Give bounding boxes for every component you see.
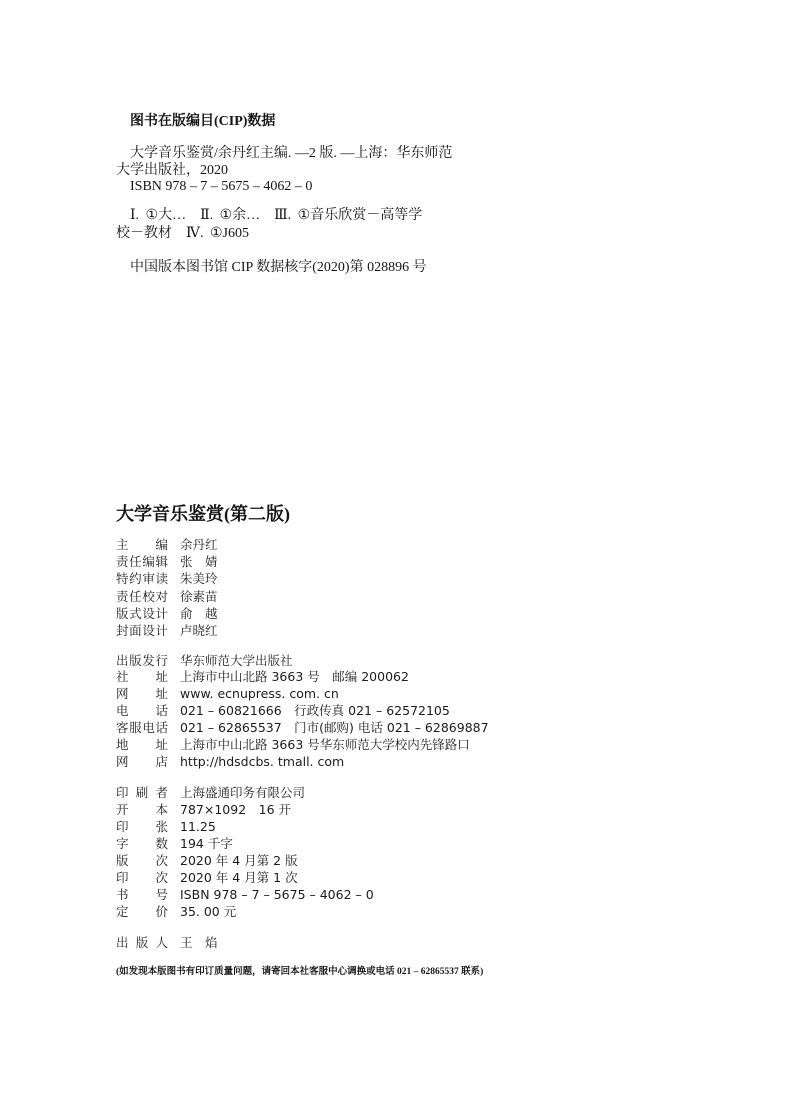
printing-row <box>116 784 374 801</box>
cip-entry-line: 大学出版社，2020 <box>116 162 228 178</box>
row-label: 版 次 <box>116 852 168 868</box>
row-label: 印 次 <box>116 869 168 885</box>
printing-block <box>116 784 374 920</box>
row-value: 余丹红 <box>180 537 218 552</box>
cip-isbn: ISBN 978 – 7 – 5675 – 4062 – 0 <box>130 179 313 194</box>
row-value: 上海市中山北路 3663 号华东师范大学校内先锋路口 <box>180 736 470 752</box>
publisher-person-row <box>116 934 218 951</box>
printing-row <box>116 852 374 869</box>
publisher-row <box>116 703 489 720</box>
row-label: 特约审读 <box>116 571 168 587</box>
cip-classification <box>116 207 422 243</box>
row-label: 电 话 <box>116 703 168 719</box>
book-title: 大学音乐鉴赏(第二版) <box>116 504 290 524</box>
row-label: 开 本 <box>116 801 168 817</box>
row-label: 封面设计 <box>116 622 168 638</box>
publisher-row <box>116 669 489 686</box>
row-value: 徐素苗 <box>180 588 218 604</box>
printing-row <box>116 835 374 852</box>
printing-row <box>116 801 374 818</box>
credits-block <box>116 536 218 639</box>
row-label: 印 刷 者 <box>116 784 168 800</box>
printing-row <box>116 869 374 886</box>
row-value: 俞 越 <box>180 605 218 621</box>
credit-row <box>116 588 218 605</box>
row-label: 定 价 <box>116 903 168 919</box>
publisher-row <box>116 653 489 670</box>
row-label: 客服电话 <box>116 719 168 735</box>
row-value: 上海市中山北路 3663 号 邮编 200062 <box>180 669 409 685</box>
row-label: 字 数 <box>116 835 168 851</box>
publisher-row <box>116 720 489 737</box>
row-value: 张 婧 <box>180 554 218 570</box>
row-value: http://hdsdcbs. tmall. com <box>180 753 345 769</box>
row-label: 版式设计 <box>116 605 168 621</box>
row-value: 上海盛通印务有限公司 <box>180 784 306 800</box>
printing-row <box>116 903 374 920</box>
row-value: 021 – 60821666 行政传真 021 – 62572105 <box>180 703 450 719</box>
quality-footnote: (如发现本版图书有印订质量问题，请寄回本社客服中心调换或电话 021 – 62865537 联系) <box>116 967 484 977</box>
row-value: 2020 年 4 月第 1 次 <box>180 869 298 885</box>
cip-heading: 图书在版编目(CIP)数据 <box>130 114 276 129</box>
row-value: 朱美玲 <box>180 571 218 587</box>
row-label: 书 号 <box>116 886 168 902</box>
cip-entry-line: 大学音乐鉴赏/余丹红主编. —2 版. —上海：华东师范 <box>130 146 453 161</box>
publisher-block <box>116 653 489 771</box>
cip-classification-line: 校－教材 Ⅳ. ①J605 <box>116 226 249 241</box>
credit-row <box>116 570 218 587</box>
row-label: 责任编辑 <box>116 554 168 570</box>
row-value: 华东师范大学出版社 <box>180 652 293 668</box>
credit-row <box>116 605 218 622</box>
row-label: 网 店 <box>116 753 168 769</box>
credit-row <box>116 553 218 570</box>
publisher-row <box>116 754 489 771</box>
row-value: 2020 年 4 月第 2 版 <box>180 852 298 868</box>
row-label: 网 址 <box>116 686 168 702</box>
row-label: 出 版 人 <box>116 934 168 950</box>
publisher-person-block <box>116 934 218 951</box>
row-label: 印 张 <box>116 818 168 834</box>
row-value: 787×1092 16 开 <box>180 801 292 817</box>
cip-entry <box>116 146 452 196</box>
row-label: 地 址 <box>116 736 168 752</box>
printing-row <box>116 818 374 835</box>
row-value: www. ecnupress. com. cn <box>180 686 339 702</box>
row-value: 王 焰 <box>180 934 218 950</box>
row-value: 194 千字 <box>180 835 233 851</box>
publisher-row <box>116 686 489 703</box>
row-label: 出版发行 <box>116 652 168 668</box>
row-value: ISBN 978 – 7 – 5675 – 4062 – 0 <box>180 886 374 902</box>
row-value: 卢晓红 <box>180 622 218 638</box>
credit-row <box>116 622 218 639</box>
row-label: 社 址 <box>116 669 168 685</box>
row-value: 11.25 <box>180 818 216 834</box>
credit-row <box>116 536 218 553</box>
row-label: 责任校对 <box>116 588 168 604</box>
cip-classification-line: Ⅰ. ①大… Ⅱ. ①余… Ⅲ. ①音乐欣赏－高等学 <box>130 208 423 223</box>
publisher-row <box>116 737 489 754</box>
row-label: 主 编 <box>116 537 168 552</box>
row-value: 35. 00 元 <box>180 903 237 919</box>
printing-row <box>116 886 374 903</box>
cip-approval-number: 中国版本图书馆 CIP 数据核字(2020)第 028896 号 <box>130 260 427 275</box>
row-value: 021 – 62865537 门市(邮购) 电话 021 – 62869887 <box>180 719 489 735</box>
